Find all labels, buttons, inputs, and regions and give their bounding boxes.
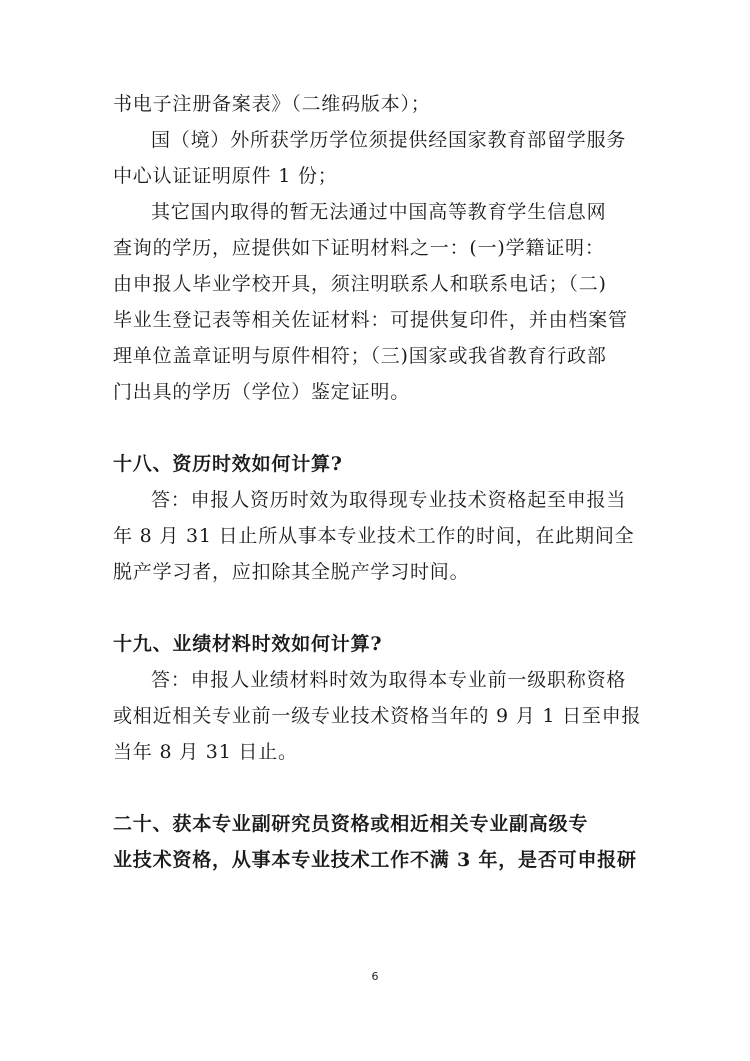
section-heading: 二十、获本专业副研究员资格或相近相关专业副高级专 bbox=[113, 813, 589, 835]
paragraph-line: 由申报人毕业学校开具，须注明联系人和联系电话；（二) bbox=[113, 273, 607, 295]
section-heading: 十九、业绩材料时效如何计算? bbox=[113, 633, 383, 655]
paragraph-line: 毕业生登记表等相关佐证材料：可提供复印件，并由档案管 bbox=[113, 309, 628, 331]
document-body bbox=[113, 86, 641, 878]
paragraph-line: 或相近相关专业前一级专业技术资格当年的 9 月 1 日至申报 bbox=[113, 705, 642, 727]
paragraph-line: 中心认证证明原件 1 份； bbox=[113, 165, 338, 187]
page-number: 6 bbox=[371, 970, 379, 983]
section-spacer bbox=[113, 410, 641, 446]
paragraph-line: 其它国内取得的暂无法通过中国高等教育学生信息网 bbox=[151, 201, 607, 223]
paragraph-line: 答：申报人业绩材料时效为取得本专业前一级职称资格 bbox=[151, 669, 627, 691]
paragraph-line: 年 8 月 31 日止所从事本专业技术工作的时间，在此期间全 bbox=[113, 525, 635, 547]
paragraph-line: 答：申报人资历时效为取得现专业技术资格起至申报当 bbox=[151, 489, 627, 511]
section-spacer bbox=[113, 770, 641, 806]
section-heading: 业技术资格，从事本专业技术工作不满 3 年，是否可申报研 bbox=[113, 849, 637, 871]
paragraph-line: 国（境）外所获学历学位须提供经国家教育部留学服务 bbox=[151, 129, 627, 151]
paragraph-line: 查询的学历，应提供如下证明材料之一：(一)学籍证明： bbox=[113, 237, 605, 259]
paragraph-line: 书电子注册备案表》（二维码版本）； bbox=[113, 93, 431, 115]
section-spacer bbox=[113, 590, 641, 626]
section-heading: 十八、资历时效如何计算? bbox=[113, 453, 343, 475]
paragraph-line: 理单位盖章证明与原件相符；（三)国家或我省教育行政部 bbox=[113, 345, 607, 367]
paragraph-line: 门出具的学历（学位）鉴定证明。 bbox=[113, 381, 411, 403]
paragraph-line: 脱产学习者，应扣除其全脱产学习时间。 bbox=[113, 561, 470, 583]
paragraph-line: 当年 8 月 31 日止。 bbox=[113, 741, 298, 763]
